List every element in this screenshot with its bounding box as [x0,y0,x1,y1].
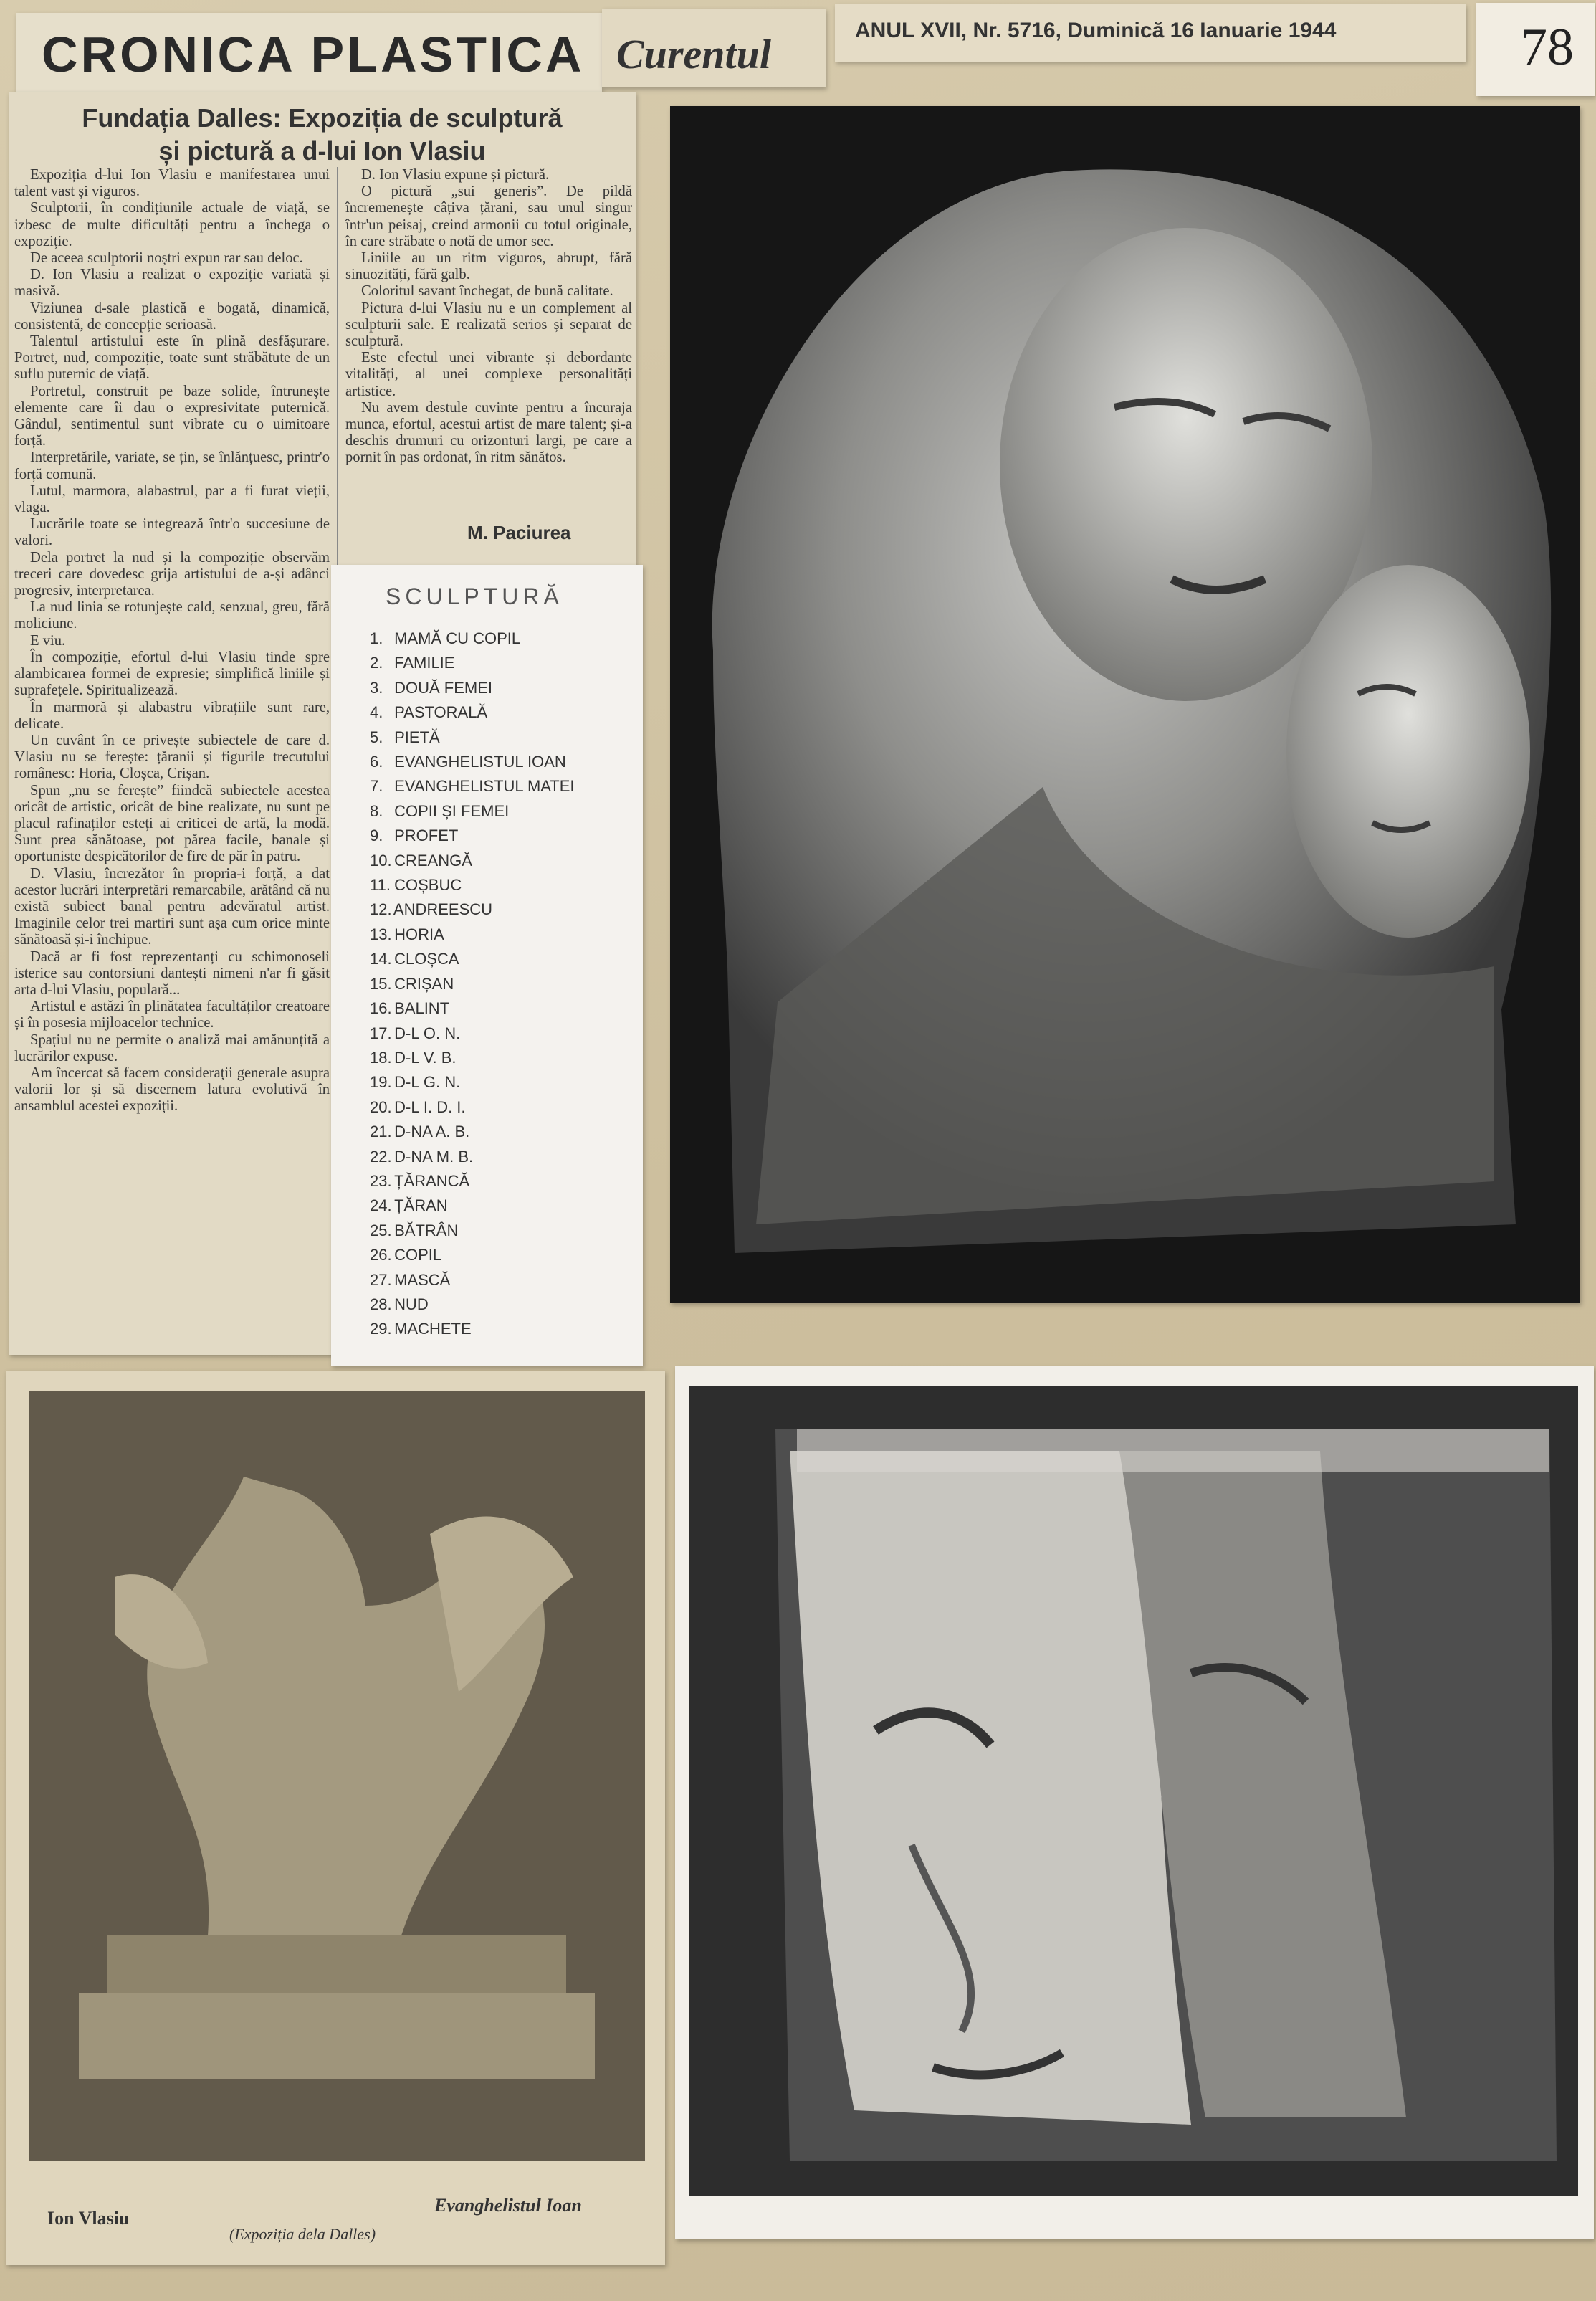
catalog-item-number: 16. [370,999,392,1018]
article-paragraph: În marmoră și alabastru vibrațiile sunt rare, delicate. [14,699,330,732]
article-paragraph: E viu. [30,632,66,649]
catalog-item [370,923,575,947]
catalog-item-number: 14. [370,950,392,968]
catalog-item-number: 3. [370,678,383,697]
catalog-item [370,725,575,750]
catalog-item [370,627,575,651]
catalog-item-number: 11. [370,876,391,895]
catalog-item-title: MACHETE [390,1320,472,1338]
article-headline [23,102,621,168]
catalog-item-title: HORIA [390,925,444,943]
catalog-item-title: FAMILIE [390,654,455,672]
catalog-item [370,750,575,774]
catalog-item-title: ȚĂRAN [390,1196,448,1215]
catalog-item-number: 8. [370,801,383,820]
sculpture-image-mask [689,1386,1578,2196]
catalog-item-number: 2. [370,654,383,672]
catalog-item [370,1021,575,1046]
caption-title: Evanghelistul Ioan [434,2195,582,2216]
catalog-item [370,1120,575,1144]
catalog-item [370,873,575,897]
catalog-item-number: 28. [370,1295,392,1313]
catalog-item-title: PROFET [390,826,459,845]
article-paragraph: Portretul, construit pe baze solide, întrunește elemente care îi dau o expresivitate puternică. Gândul, sentimentul sunt vibrate cu o uimitoare forță. [14,383,330,449]
newspaper-name: Curentul [616,31,771,77]
catalog-item-number: 18. [370,1048,392,1067]
article-paragraph: Pictura d-lui Vlasiu nu e un complement al sculpturii sale. E realizată serios și separat de sculptură. [345,300,632,350]
article-paragraph: Expoziția d-lui Ion Vlasiu e manifestarea unui talent vast și viguros. [14,167,330,200]
caption-source: (Expoziția dela Dalles) [229,2225,376,2243]
sculpture-photo-mother-child [670,106,1580,1303]
catalog-item-number: 9. [370,826,383,845]
catalog-list [370,627,575,1342]
catalog-item-title: MAMĂ CU COPIL [390,629,521,647]
catalog-item-title: CREANGĂ [390,851,472,870]
headline-line-1: Fundația Dalles: Expoziția de sculptură [82,103,563,133]
catalog-item-number: 4. [370,703,383,722]
article-paragraph: Am încercat să facem considerații generale asupra valorii lor și să discernem latura evolutivă în ansamblul acestei expoziții. [14,1064,330,1115]
catalog-item [370,1070,575,1095]
catalog-item-title: COPII ȘI FEMEI [390,801,510,820]
page-number-tag [1476,3,1595,96]
catalog-item-title: D-L O. N. [390,1024,461,1042]
article-paragraph: De aceea sculptorii noștri expun rar sau deloc. [30,250,303,267]
article-paragraph: Sculptorii, în condițiunile actuale de viață, se izbesc de multe dificultăți pentru a închega o expoziție. [14,200,330,249]
sculpture-image-evanghelistul-ioan [29,1391,645,2161]
catalog-item-title: EVANGHELISTUL IOAN [390,753,566,771]
catalog-item [370,1194,575,1218]
article-paragraph: Liniile au un ritm viguros, abrupt, fără sinuozități, fără galb. [345,250,632,283]
newspaper-photo-clipping [6,1371,665,2265]
sculpture-image-mother-child [670,106,1580,1303]
article-paragraph: D. Ion Vlasiu expune și pictură. [361,167,550,183]
catalog-item [370,1169,575,1194]
catalog-item-number: 22. [370,1147,392,1166]
article-paragraph: Lutul, marmora, alabastrul, par a fi furat vieții, vlaga. [14,482,330,516]
catalog-item-number: 21. [370,1123,392,1141]
article-paragraph: Spațiul nu ne permite o analiză mai amănunțită a lucrărilor expuse. [14,1032,330,1064]
page-number: 78 [1521,18,1574,77]
catalog-item-title: D-NA A. B. [390,1123,470,1141]
sculpture-photo-mask [675,1366,1594,2239]
article-paragraph: Lucrările toate se integrează într'o succesiune de valori. [14,516,330,549]
catalog-item [370,1243,575,1267]
article-paragraph: O pictură „sui generis”. De pildă încremenește câțiva țărani, sau unul singur într'un peisaj, creind armonii cu totul originale, în care străbate o notă de umor sec. [345,184,632,249]
catalog-item-number: 23. [370,1171,392,1190]
catalog-item [370,1095,575,1120]
article-column-1 [14,167,330,1350]
article-paragraph: Artistul e astăzi în plinătatea facultăților creatoare și în posesia mijloacelor technice. [14,999,330,1032]
catalog-item [370,972,575,996]
catalog-item [370,651,575,675]
catalog-item-title: ANDREESCU [390,900,493,919]
catalog-item-title: ȚĂRANCĂ [390,1171,470,1190]
catalog-item-number: 6. [370,753,383,771]
article-paragraph: Este efectul unei vibrante și debordante vitalități, al unei complexe personalități artistice. [345,350,632,399]
catalog-item [370,996,575,1021]
catalog-item-title: PIETĂ [390,728,440,746]
article-paragraph: În compoziție, efortul d-lui Vlasiu tinde spre alambicarea formei de expresie; simplifică liniile și suprafețele. Spiritualizează. [14,649,330,699]
article-paragraph: Spun „nu se ferește” fiindcă subiectele acestea oricât de artistic, oricât de bine realizate, nu sunt pe placul rafinaților esteți ai criticei de artă, la modă. Sunt prea sănătoase, pot părea facile, banale și oportuniste despicătorilor de fire de păr în patru. [14,782,330,865]
catalog-item-title: DOUĂ FEMEI [390,678,493,697]
catalog-item-title: D-NA M. B. [390,1147,474,1166]
catalog-item [370,849,575,873]
catalog-item-number: 27. [370,1270,392,1289]
article-paragraph: Dacă ar fi fost reprezentanți cu schimonoseli isterice sau contorsiuni dantești nimeni n'ar fi găsit arta d-lui Vlasiu, populară... [14,948,330,998]
catalog-item-number: 12. [370,900,392,919]
catalog-item [370,1046,575,1070]
catalog-item-number: 25. [370,1221,392,1239]
catalog-item-title: CLOȘCA [390,950,459,968]
catalog-item-number: 1. [370,629,383,647]
catalog-item-number: 19. [370,1073,392,1092]
catalog-item [370,1145,575,1169]
article-paragraph: D. Vlasiu, încrezător în propria-i forță, a dat acestor lucrări interpretări remarcabile, arătând că nu există subiect banal pentru adevăratul artist. Imaginile celor trei martiri sunt așa cum orice minte sănătoasă și-i închipue. [14,865,330,948]
catalog-item-number: 13. [370,925,392,943]
catalog-item-title: NUD [390,1295,429,1313]
catalog-item [370,897,575,922]
sculpture-photo-evanghelistul-ioan [29,1391,645,2161]
catalog-title: SCULPTURĂ [386,583,563,609]
catalog-item-title: COȘBUC [390,876,462,895]
dateline: ANUL XVII, Nr. 5716, Duminică 16 Ianuarie 1944 [855,19,1337,42]
catalog-item-title: EVANGHELISTUL MATEI [390,777,575,796]
newspaper-name-clipping [602,9,826,87]
catalog-item-number: 7. [370,777,383,796]
catalog-item-number: 29. [370,1320,392,1338]
catalog-item-title: D-L G. N. [390,1073,461,1092]
catalog-item-title: BALINT [390,999,450,1018]
catalog-item-number: 20. [370,1097,392,1116]
article-paragraph: Interpretările, variate, se țin, se înlănțuesc, printr'o forță comună. [14,449,330,482]
catalog-item-title: D-L I. D. I. [390,1097,466,1116]
sculpture-image-mask-frame [689,1386,1578,2196]
catalog-item-title: COPIL [390,1246,442,1264]
catalog-item-title: MASCĂ [390,1270,451,1289]
article-paragraph: Talentul artistului este în plină desfășurare. Portret, nud, compoziție, toate sunt străbătute de un suflu puternic de viață. [14,333,330,383]
article-paragraph: D. Ion Vlasiu a realizat o expoziție variată și masivă. [14,267,330,300]
catalog-item [370,774,575,799]
catalog-item [370,824,575,848]
article-paragraph: La nud linia se rotunjește cald, senzual, greu, fără moliciune. [14,599,330,632]
exhibition-catalog-card [331,565,643,1366]
catalog-item [370,1292,575,1317]
catalog-item [370,1317,575,1341]
catalog-item-number: 10. [370,851,392,870]
catalog-item [370,1268,575,1292]
article-paragraph: Viziunea d-sale plastică e bogată, dinamică, consistentă, de concepție serioasă. [14,300,330,333]
article-paragraph: Un cuvânt în ce privește subiectele de care d. Vlasiu nu se ferește: țăranii și figurile trecutului românesc: Horia, Cloșca, Crișan. [14,732,330,782]
headline-line-2: și pictură a d-lui Ion Vlasiu [158,136,486,166]
article-paragraph: Coloritul savant închegat, de bună calitate. [361,283,613,300]
catalog-item-title: BĂTRÂN [390,1221,459,1239]
catalog-item-number: 15. [370,974,392,993]
catalog-item-number: 17. [370,1024,392,1042]
article-paragraph: Nu avem destule cuvinte pentru a încuraja munca, efortul, acestui artist de mare talent; și-a deschis drumuri cu orizonturi largi, pe care a pornit în pas ordonat, în ritm sănătos. [345,399,632,466]
catalog-item-title: PASTORALĂ [390,703,488,722]
article-author: M. Paciurea [467,522,571,543]
catalog-item [370,676,575,700]
catalog-item [370,947,575,971]
catalog-item [370,1219,575,1243]
catalog-item-number: 5. [370,728,383,746]
catalog-item-title: D-L V. B. [390,1048,457,1067]
catalog-item [370,700,575,725]
catalog-item [370,799,575,824]
catalog-item-title: CRIȘAN [390,974,454,993]
catalog-item-number: 24. [370,1196,392,1215]
article-paragraph: Dela portret la nud și la compoziție observăm treceri care dovedesc grija artistului de a-și adânci progresiv, interpretarea. [14,549,330,599]
section-title-clipping [16,13,602,92]
catalog-item-number: 26. [370,1246,392,1264]
dateline-clipping [835,4,1466,62]
section-title: CRONICA PLASTICA [42,27,585,82]
column-divider [337,167,338,629]
caption-artist: Ion Vlasiu [47,2208,130,2229]
